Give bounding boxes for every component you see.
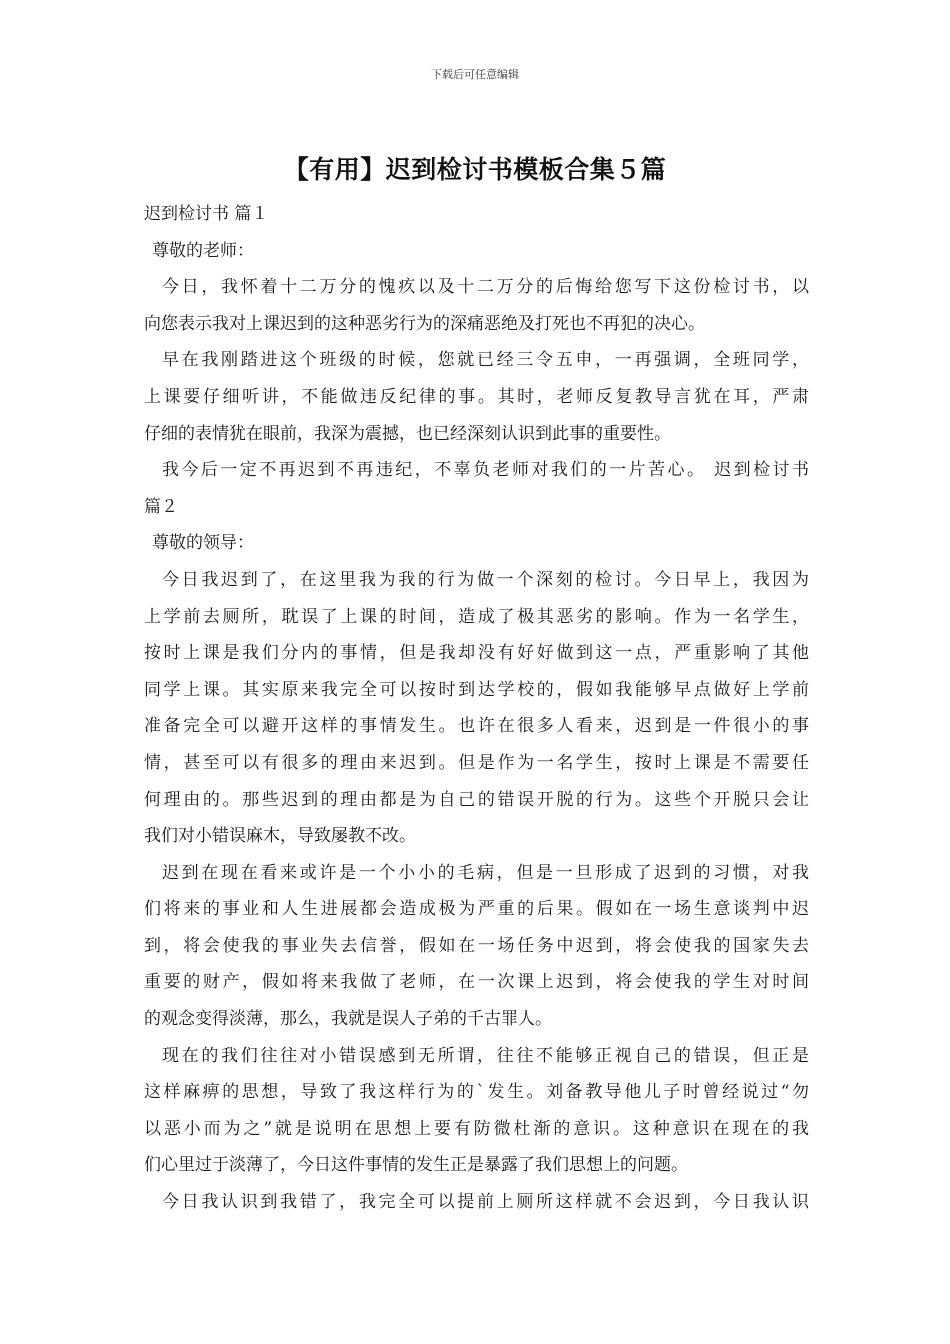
body-line: 尊敬的老师： (152, 240, 254, 261)
body-line: 上课要仔细听讲，不能做违反纪律的事。其时，老师反复教导言犹在耳，严肃 (144, 386, 809, 407)
body-line: 们将来的事业和人生进展都会造成极为严重的后果。假如在一场生意谈判中迟 (144, 899, 809, 920)
document-body (144, 196, 809, 1221)
body-line: 上学前去厕所，耽误了上课的时间，造成了极其恶劣的影响。作为一名学生， (144, 606, 809, 627)
body-line: 以恶小而为之”就是说明在思想上要有防微杜渐的意识。这种意识在现在的我 (144, 1118, 809, 1139)
body-line: 情，甚至可以有很多的理由来迟到。但是作为一名学生，按时上课是不需要任 (144, 752, 809, 773)
body-line: 同学上课。其实原来我完全可以按时到达学校的，假如我能够早点做好上学前 (144, 679, 809, 700)
body-line: 我今后一定不再迟到不再违纪，不辜负老师对我们的一片苦心。 迟到检讨书 (162, 460, 809, 481)
body-line: 尊敬的领导： (152, 533, 254, 554)
body-line: 到，将会使我的事业失去信誉，假如在一场任务中迟到，将会使我的国家失去 (144, 935, 809, 956)
body-line: 们心里过于淡薄了，今日这件事情的发生正是暴露了我们思想上的问题。 (144, 1155, 688, 1176)
body-line: 这样麻痹的思想，导致了我这样行为的`发生。刘备教导他儿子时曾经说过“勿 (144, 1082, 809, 1103)
document-title: 【有用】迟到检讨书模板合集５篇 (283, 155, 667, 184)
body-line: 仔细的表情犹在眼前，我深为震撼，也已经深刻认识到此事的重要性。 (144, 423, 671, 444)
body-line: 迟到在现在看来或许是一个小小的毛病，但是一旦形成了迟到的习惯，对我 (162, 862, 809, 883)
body-line: 篇２ (144, 496, 178, 517)
body-line: 何理由的。那些迟到的理由都是为自己的错误开脱的行为。这些个开脱只会让 (144, 789, 809, 810)
body-line: 今日我迟到了，在这里我为我的行为做一个深刻的检讨。今日早上，我因为 (162, 569, 809, 590)
body-line: 早在我刚踏进这个班级的时候，您就已经三令五申，一再强调，全班同学， (162, 350, 809, 371)
body-line: 我们对小错误麻木，导致屡教不改。 (144, 826, 416, 847)
body-line: 向您表示我对上课迟到的这种恶劣行为的深痛恶绝及打死也不再犯的决心。 (144, 313, 705, 334)
body-line: 现在的我们往往对小错误感到无所谓，往往不能够正视自己的错误，但正是 (162, 1045, 809, 1066)
body-line: 重要的财产，假如将来我做了老师，在一次课上迟到，将会使我的学生对时间 (144, 972, 809, 993)
body-line: 准备完全可以避开这样的事情发生。也许在很多人看来，迟到是一件很小的事 (144, 716, 809, 737)
body-line: 今日，我怀着十二万分的愧疚以及十二万分的后悔给您写下这份检讨书，以 (162, 277, 809, 298)
body-line: 的观念变得淡薄，那么，我就是误人子弟的千古罪人。 (144, 1009, 552, 1030)
body-line: 今日我认识到我错了，我完全可以提前上厕所这样就不会迟到，今日我认识 (162, 1192, 809, 1213)
body-line: 迟到检讨书 篇１ (144, 204, 269, 224)
page-header-note: 下载后可任意编辑 (431, 68, 519, 81)
body-line: 按时上课是我们分内的事情，但是我却没有好好做到这一点，严重影响了其他 (144, 643, 809, 664)
